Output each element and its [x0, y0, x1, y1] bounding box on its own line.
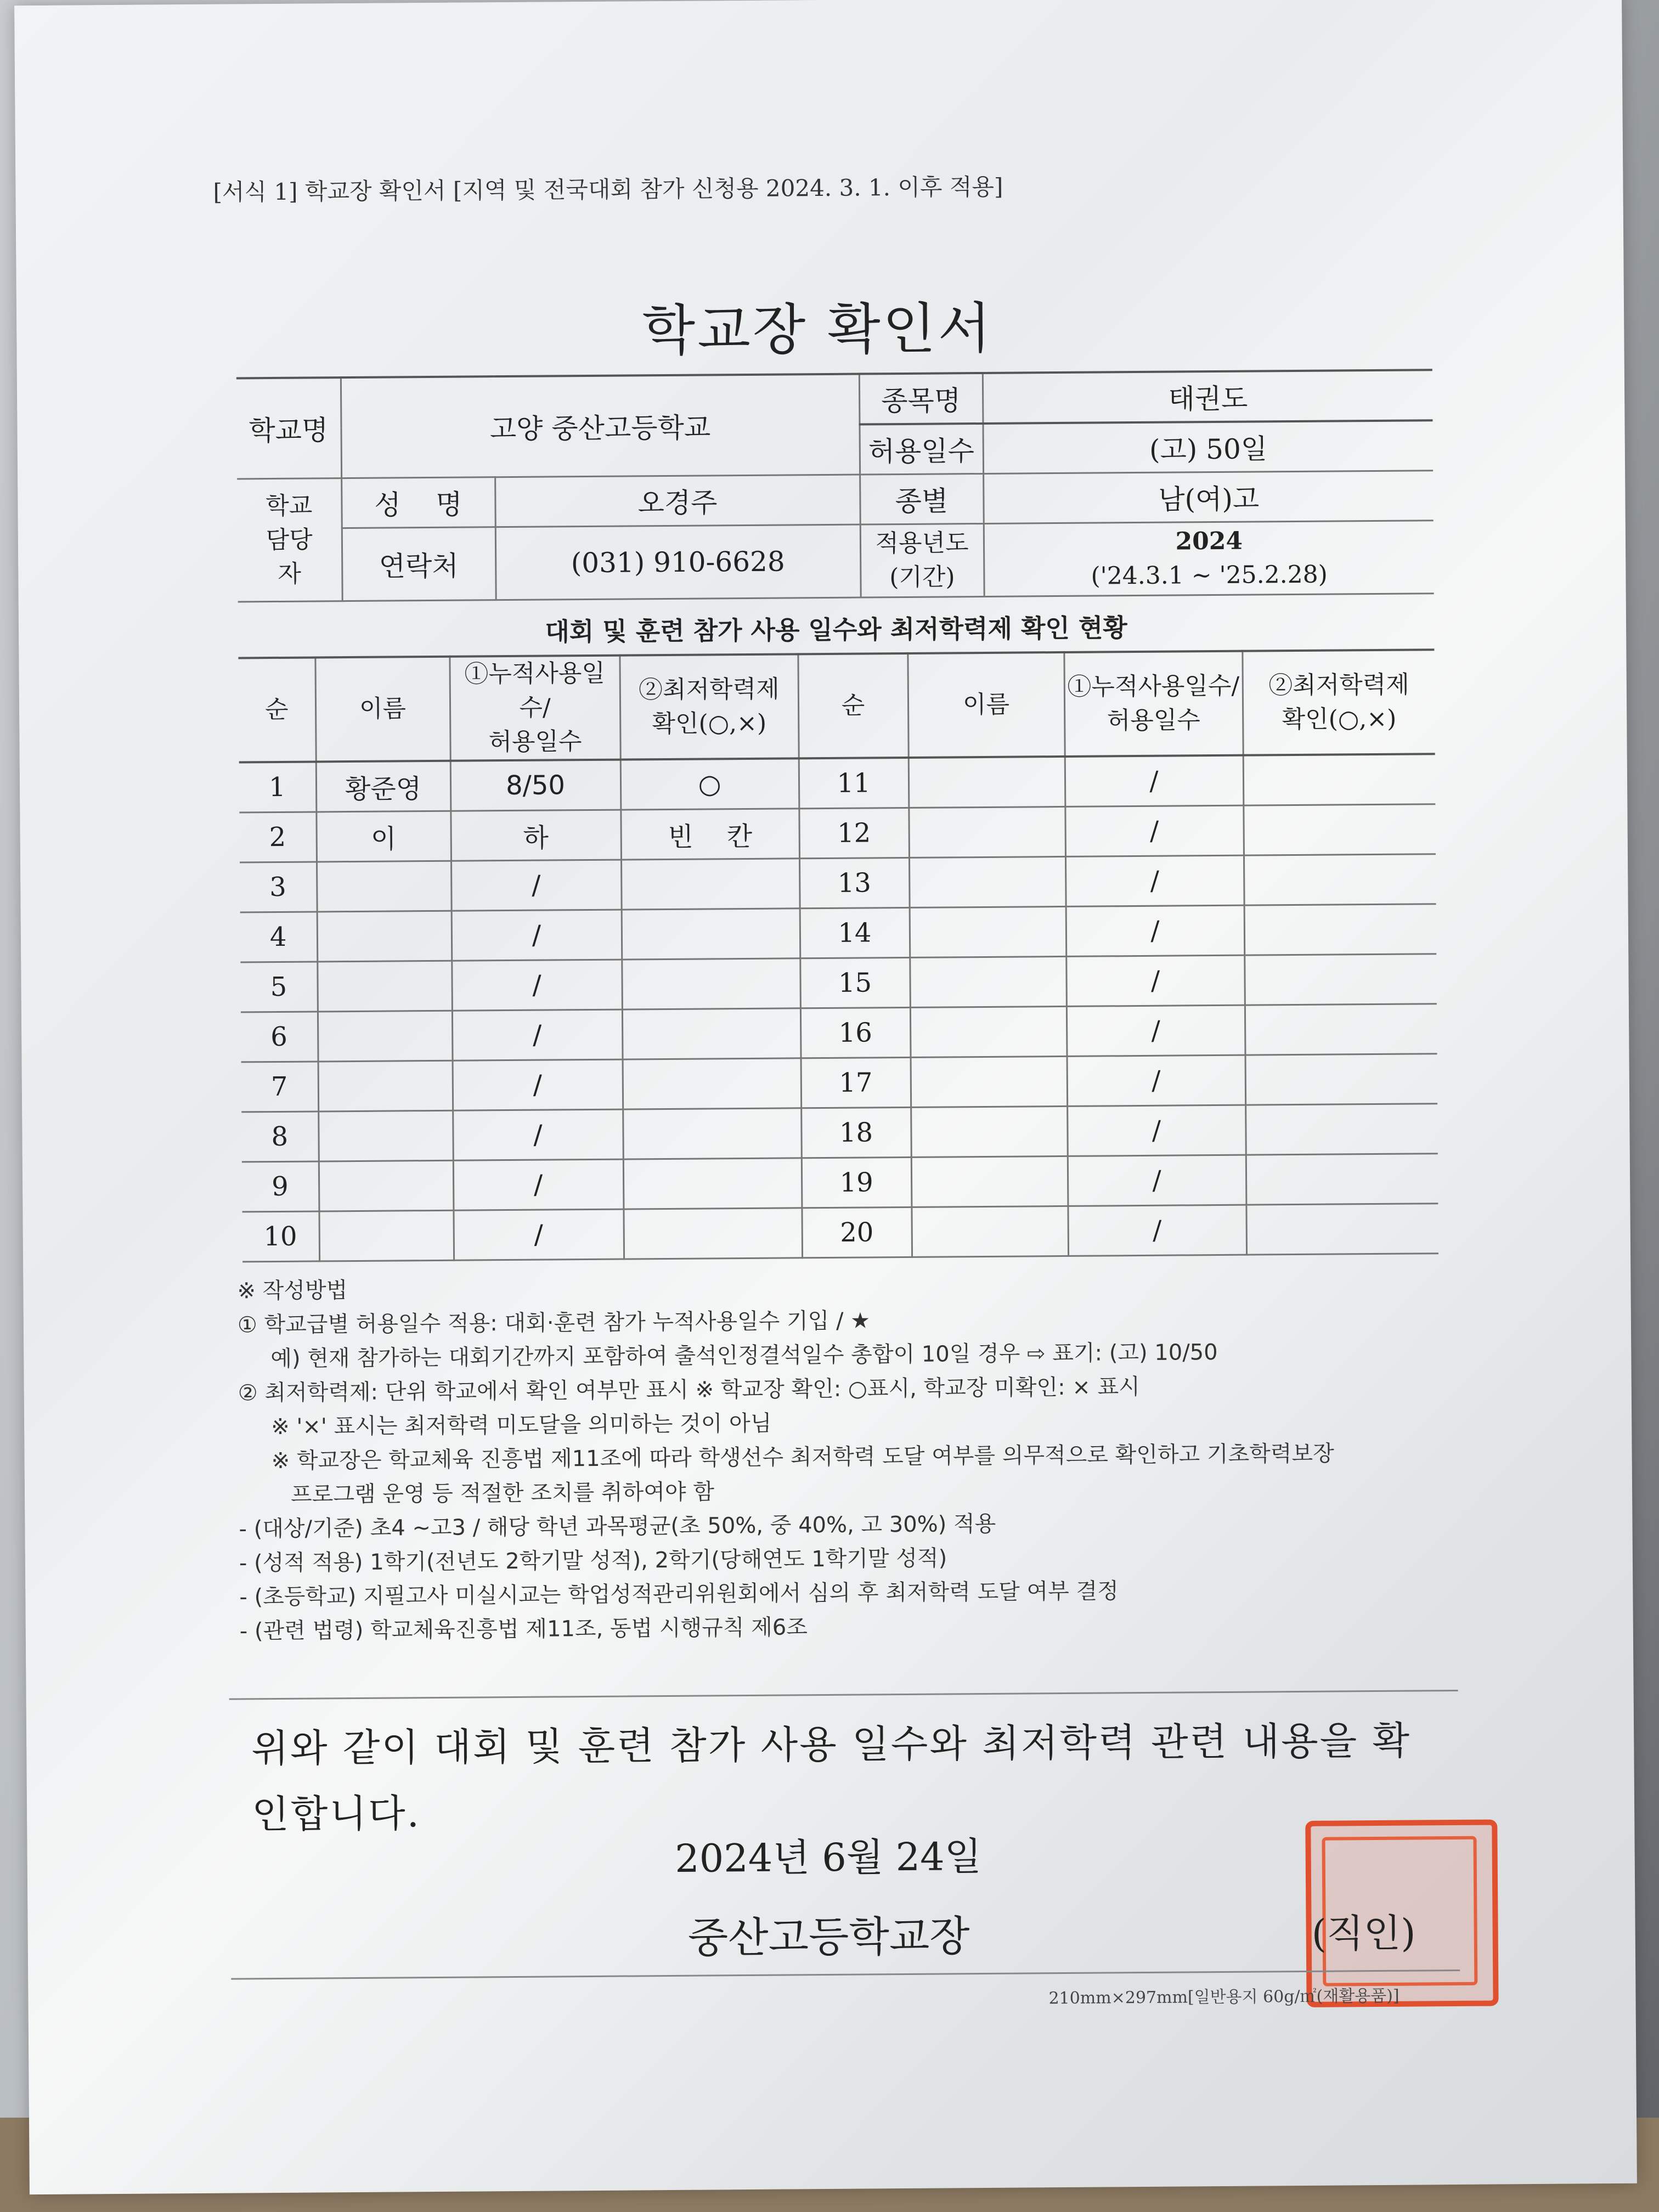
row-name [318, 1011, 453, 1062]
col-days-right-l1: ①누적사용일수/ [1067, 672, 1240, 701]
row-days: 8/50 [450, 760, 621, 811]
row-no: 2 [239, 812, 317, 862]
col-min-left-l1: ②최저학력제 [638, 675, 780, 704]
row-min: ○ [620, 758, 799, 810]
note-line: - (초등학교) 지필고사 미실시교는 학업성적관리위원회에서 심의 후 최저학력 도달 여부 결정 [239, 1578, 1119, 1610]
manager-label: 학교 담당자 [237, 478, 342, 602]
row-min [1245, 1054, 1438, 1105]
note-line: ① 학교급별 허용일수 적용: 대회·훈련 참가 누적사용일수 기입 / ★ [237, 1308, 871, 1338]
name-value: 오경주 [495, 475, 860, 527]
row-name [317, 861, 452, 912]
table-row [241, 1104, 1438, 1162]
paper-sheet [14, 0, 1637, 2194]
col-days-left [449, 656, 620, 761]
col-min-right-l2: 확인(○,×) [1282, 704, 1397, 734]
instructions [237, 1266, 1469, 1649]
confirmation-text: 위와 같이 대회 및 훈련 참가 사용 일수와 최저학력 관련 내용을 확인합니다. [251, 1718, 1412, 1837]
issue-date: 2024년 6월 24일 [674, 1834, 982, 1881]
note-line: ※ 작성방법 [237, 1278, 348, 1304]
school-value: 고양 중산고등학교 [341, 374, 860, 478]
table-header-row [238, 650, 1435, 762]
row-min [1243, 804, 1436, 855]
row-days: / [453, 1109, 623, 1160]
col-days-left-l1: ①누적사용일수/ [464, 659, 606, 722]
table-row [239, 804, 1436, 862]
row-days: / [1067, 1105, 1246, 1156]
contact-value: (031) 910-6628 [495, 524, 861, 600]
row-days: / [452, 960, 622, 1011]
row-min [1246, 1154, 1438, 1205]
row-days: / [453, 1059, 623, 1110]
row-no: 13 [799, 857, 910, 908]
table-row [241, 1054, 1438, 1112]
row-name [319, 1210, 454, 1261]
row-days: / [1068, 1155, 1246, 1206]
note-line: - (대상/기준) 초4 ~고3 / 해당 학년 과목평균(초 50%, 중 40%, 고 30%) 적용 [239, 1511, 996, 1542]
col-days-left-l2: 허용일수 [488, 727, 582, 757]
year-value: 2024 [1175, 527, 1243, 556]
row-no: 5 [240, 962, 318, 1012]
principal-name: 중산고등학교장 [687, 1911, 970, 1962]
row-min [622, 909, 800, 960]
row-no: 9 [242, 1161, 319, 1212]
row-days: / [453, 1159, 624, 1210]
sport-value: 태권도 [983, 370, 1433, 424]
row-no: 15 [800, 957, 910, 1008]
row-min [623, 1158, 802, 1209]
row-min [621, 859, 800, 910]
row-min [1244, 954, 1437, 1005]
row-min [622, 1008, 801, 1059]
paper-spec: 210mm×297mm[일반용지 60g/㎡(재활용품)] [1048, 1986, 1400, 2008]
row-name [319, 1160, 454, 1211]
col-name-left: 이름 [315, 657, 450, 762]
col-min-left [619, 654, 798, 759]
row-min [1245, 1104, 1438, 1155]
name-label: 성 명 [341, 477, 495, 528]
note-line: - (성적 적용) 1학기(전년도 2학기말 성적), 2학기(당해연도 1학기말 성적) [239, 1545, 947, 1576]
col-min-right [1242, 650, 1435, 755]
col-name-right: 이름 [907, 652, 1064, 758]
row-days: / [1068, 1205, 1246, 1256]
row-name [911, 1156, 1068, 1207]
contact-label: 연락처 [342, 527, 496, 601]
period-value: ('24.3.1 ~ '25.2.28) [1091, 560, 1328, 590]
table-row [242, 1154, 1438, 1212]
year-label-line1: 적용년도 [875, 529, 969, 558]
row-min [1246, 1204, 1438, 1255]
sport-label: 종목명 [859, 373, 983, 425]
row-name [910, 906, 1066, 957]
col-min-right-l1: ②최저학력제 [1268, 670, 1410, 700]
gender-label: 종별 [860, 473, 984, 524]
row-min [623, 1208, 802, 1259]
note-line: 프로그램 운영 등 적절한 조치를 취하여야 함 [290, 1479, 715, 1508]
row-name: 이 [316, 811, 451, 862]
row-no: 1 [239, 761, 317, 812]
row-no: 8 [241, 1111, 319, 1162]
section-title: 대회 및 훈련 참가 사용 일수와 최저학력제 확인 현황 [545, 613, 1127, 647]
row-no: 3 [240, 862, 317, 912]
year-label-line2: (기간) [889, 563, 955, 592]
row-days: 하 [450, 810, 621, 861]
row-no: 20 [802, 1207, 912, 1257]
row-min [1244, 854, 1436, 905]
row-no: 7 [241, 1062, 319, 1112]
note-line: ※ 학교장은 학교체육 진흥법 제11조에 따라 학생선수 최저학력 도달 여부를 의무적으로 확인하고 기초학력보장 [271, 1441, 1334, 1474]
row-no: 17 [801, 1057, 911, 1108]
allowed-days-value: (고) 50일 [983, 420, 1433, 473]
row-no: 19 [802, 1157, 912, 1207]
gender-value: 남(여)고 [983, 471, 1434, 524]
row-days: / [452, 910, 622, 961]
row-name [909, 757, 1065, 808]
row-no: 4 [240, 912, 318, 962]
table-row [241, 1004, 1437, 1062]
row-no: 6 [241, 1012, 318, 1062]
row-no: 11 [799, 758, 909, 809]
seal-label: (직인) [1311, 1910, 1416, 1956]
row-min [622, 958, 800, 1009]
row-min [623, 1108, 802, 1159]
row-name [910, 956, 1066, 1007]
school-label: 학교명 [236, 377, 341, 479]
row-days: / [1065, 755, 1244, 807]
row-min [623, 1058, 802, 1109]
form-identifier: [서식 1] 학교장 확인서 [지역 및 전국대회 참가 신청용 2024. 3. 1. 이후 적용] [213, 173, 1003, 206]
row-no: 18 [801, 1107, 911, 1158]
row-name [317, 911, 452, 962]
row-no: 16 [800, 1007, 911, 1058]
row-name [911, 1106, 1068, 1157]
table-row [240, 954, 1437, 1012]
info-table [236, 369, 1434, 602]
divider [231, 1970, 1460, 1980]
note-line: ※ '×' 표시는 최저학력 미도달을 의미하는 것이 아님 [271, 1410, 772, 1440]
participation-table [238, 648, 1438, 1262]
row-min [1245, 1004, 1437, 1055]
row-name [317, 961, 452, 1012]
document-title: 학교장 확인서 [642, 296, 994, 363]
year-value-cell [984, 521, 1434, 597]
row-days: / [1066, 955, 1245, 1006]
col-days-right-l2: 허용일수 [1107, 706, 1200, 735]
row-name: 황준영 [316, 761, 451, 812]
row-name [911, 1206, 1068, 1257]
allowed-days-label: 허용일수 [859, 424, 983, 475]
row-min [1244, 904, 1437, 955]
row-min [1243, 754, 1436, 805]
row-name [910, 1006, 1067, 1057]
row-no: 14 [800, 907, 910, 958]
row-no: 10 [242, 1211, 319, 1262]
table-row [239, 754, 1436, 812]
table-row [240, 854, 1436, 912]
row-name [909, 806, 1065, 857]
row-name [318, 1060, 453, 1111]
divider [229, 1690, 1458, 1700]
table-row [242, 1204, 1438, 1262]
year-label [860, 523, 984, 597]
col-days-right [1064, 651, 1243, 757]
row-days: / [453, 1209, 624, 1260]
row-name [909, 856, 1066, 907]
row-name [911, 1056, 1068, 1107]
row-days: / [1065, 805, 1244, 856]
row-days: / [1066, 905, 1245, 956]
table-row [240, 904, 1437, 962]
note-line: 예) 현재 참가하는 대회기간까지 포함하여 출석인정결석일수 총합이 10일 경우 ⇨ 표기: (고) 10/50 [270, 1340, 1218, 1372]
row-days: / [1066, 1005, 1245, 1056]
col-no-left: 순 [238, 657, 315, 762]
col-no-right: 순 [798, 653, 908, 758]
note-line: - (관련 법령) 학교체육진흥법 제11조, 동법 시행규칙 제6조 [239, 1615, 808, 1644]
note-line: ② 최저학력제: 단위 학교에서 확인 여부만 표시 ※ 학교장 확인: ○표시, 학교장 미확인: × 표시 [238, 1374, 1140, 1406]
row-days: / [452, 1009, 623, 1060]
row-days: / [451, 860, 622, 911]
row-name [318, 1110, 453, 1161]
row-days: / [1067, 1055, 1246, 1106]
row-min: 빈 칸 [620, 809, 799, 860]
row-no: 12 [799, 808, 909, 858]
row-days: / [1065, 855, 1244, 906]
col-min-left-l2: 확인(○,×) [652, 709, 767, 738]
